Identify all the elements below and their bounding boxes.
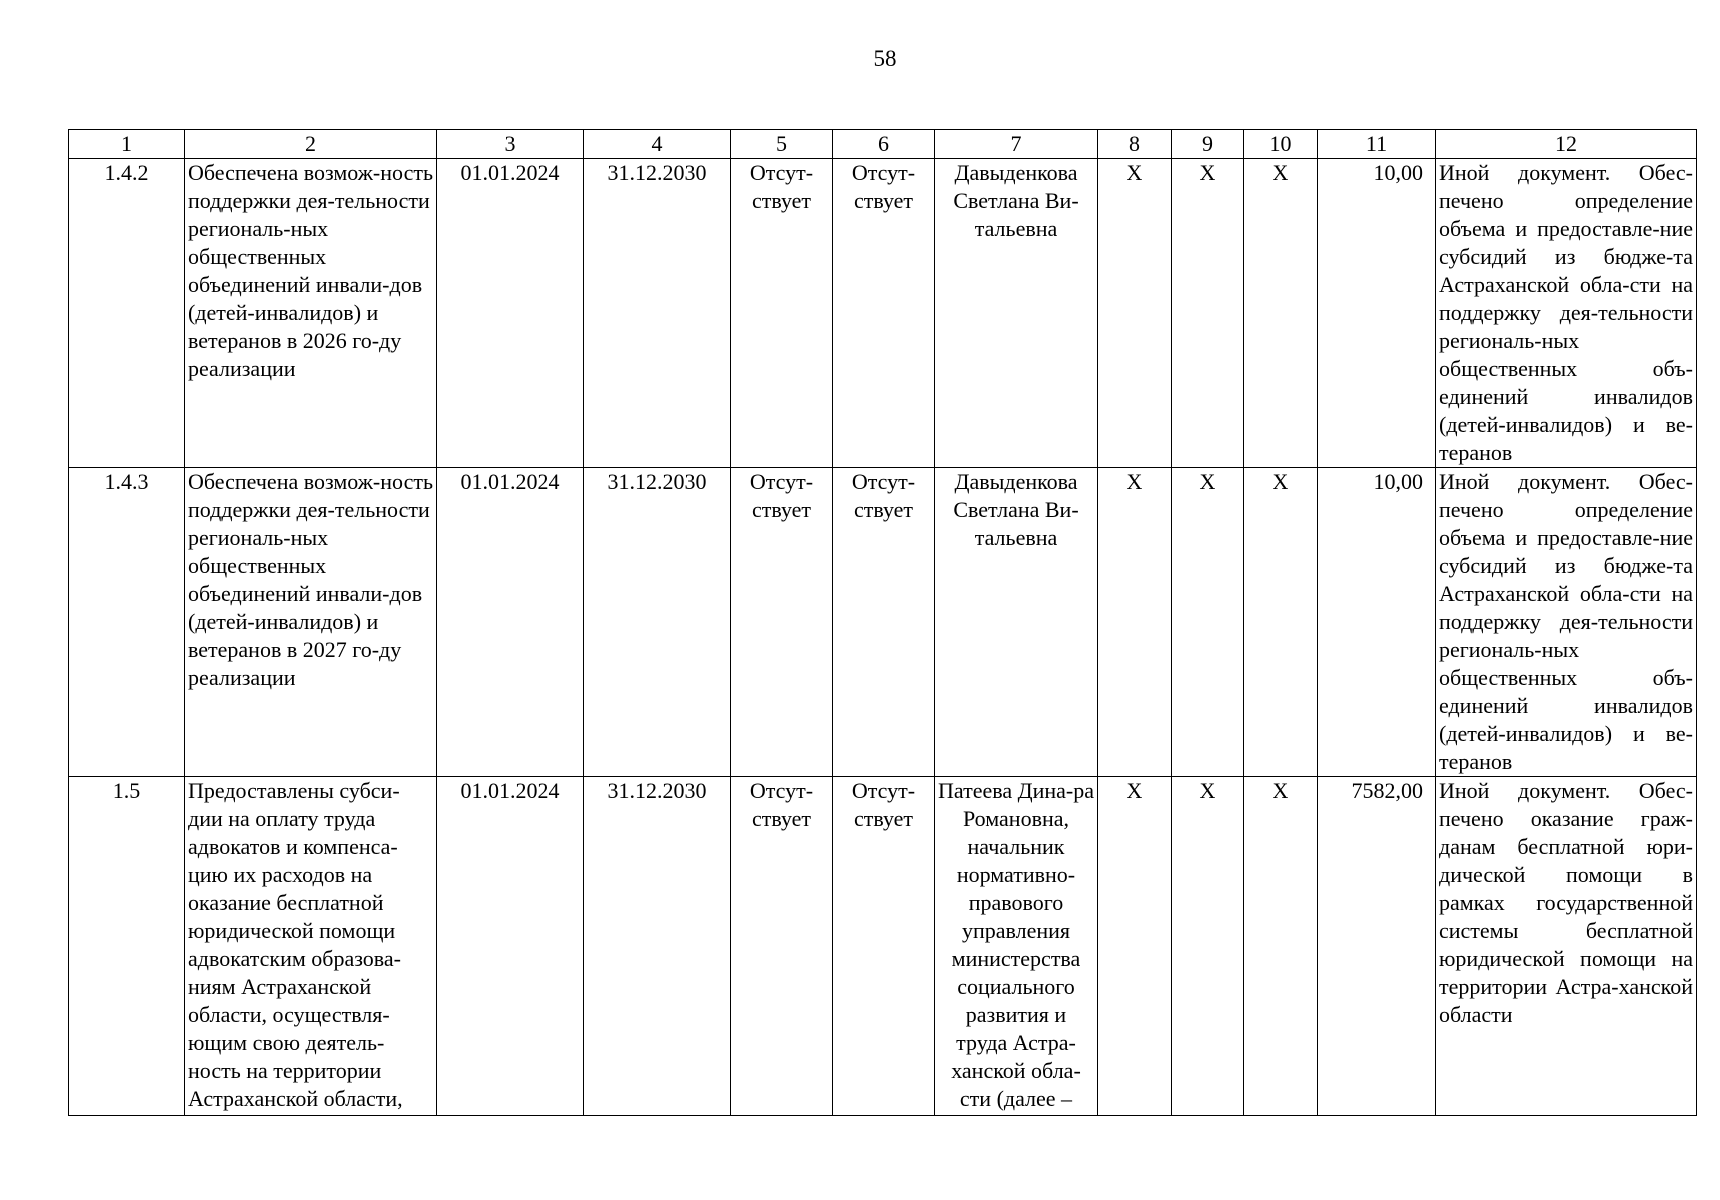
amount: 10,00	[1318, 159, 1436, 468]
column-9-value: X	[1172, 468, 1244, 777]
responsible-person: Давыденкова Светлана Ви-тальевна	[935, 159, 1098, 468]
column-header-9: 9	[1172, 130, 1244, 159]
column-8-value: X	[1098, 159, 1172, 468]
column-10-value: X	[1244, 468, 1318, 777]
row-number: 1.5	[69, 777, 185, 1116]
column-header-2: 2	[185, 130, 437, 159]
result-document: Иной документ. Обес-печено определение объема и предоставле-ние субсидий из бюдже-та Астраханской обла-сти на поддержку дея-тельности региональ-ных общественных объ-единений инвалидов (детей-инвалидов) и ве-теранов	[1436, 468, 1697, 777]
table-row	[69, 468, 1697, 777]
column-header-11: 11	[1318, 130, 1436, 159]
start-date: 01.01.2024	[437, 468, 584, 777]
column-9-value: X	[1172, 159, 1244, 468]
measure-description: Обеспечена возмож-ность поддержки дея-тельности региональ-ных общественных объединений инвали-дов (детей-инвалидов) и ветеранов в 2026 го-ду реализации	[185, 159, 437, 468]
column-header-1: 1	[69, 130, 185, 159]
column-header-5: 5	[731, 130, 833, 159]
column-10-value: X	[1244, 777, 1318, 1116]
table-row	[69, 159, 1697, 468]
column-header-10: 10	[1244, 130, 1318, 159]
column-5-value: Отсут-ствует	[731, 468, 833, 777]
end-date: 31.12.2030	[584, 159, 731, 468]
amount: 10,00	[1318, 468, 1436, 777]
table-row	[69, 777, 1697, 1116]
end-date: 31.12.2030	[584, 468, 731, 777]
measure-description: Предоставлены субси-дии на оплату труда адвокатов и компенса-цию их расходов на оказание бесплатной юридической помощи адвокатским образова-ниям Астраханской области, осуществля-ющим свою деятель-ность на территории Астраханской области,	[185, 777, 437, 1116]
header-row	[69, 130, 1697, 159]
page-number: 58	[873, 46, 897, 71]
result-document: Иной документ. Обес-печено определение объема и предоставле-ние субсидий из бюдже-та Астраханской обла-сти на поддержку дея-тельности региональ-ных общественных объ-единений инвалидов (детей-инвалидов) и ве-теранов	[1436, 159, 1697, 468]
column-8-value: X	[1098, 777, 1172, 1116]
start-date: 01.01.2024	[437, 159, 584, 468]
column-header-7: 7	[935, 130, 1098, 159]
row-number: 1.4.2	[69, 159, 185, 468]
amount: 7582,00	[1318, 777, 1436, 1116]
measures-table	[68, 129, 1697, 1116]
measure-description: Обеспечена возмож-ность поддержки дея-тельности региональ-ных общественных объединений инвали-дов (детей-инвалидов) и ветеранов в 2027 го-ду реализации	[185, 468, 437, 777]
column-5-value: Отсут-ствует	[731, 159, 833, 468]
column-6-value: Отсут-ствует	[833, 777, 935, 1116]
responsible-person: Давыденкова Светлана Ви-тальевна	[935, 468, 1098, 777]
column-6-value: Отсут-ствует	[833, 468, 935, 777]
responsible-person: Патеева Дина-ра Романовна, начальник нормативно-правового управления министерства социального развития и труда Астра-ханской обла-сти (далее –	[935, 777, 1098, 1116]
column-6-value: Отсут-ствует	[833, 159, 935, 468]
start-date: 01.01.2024	[437, 777, 584, 1116]
column-header-8: 8	[1098, 130, 1172, 159]
column-8-value: X	[1098, 468, 1172, 777]
column-header-6: 6	[833, 130, 935, 159]
column-header-3: 3	[437, 130, 584, 159]
end-date: 31.12.2030	[584, 777, 731, 1116]
column-9-value: X	[1172, 777, 1244, 1116]
column-header-4: 4	[584, 130, 731, 159]
column-header-12: 12	[1436, 130, 1697, 159]
column-5-value: Отсут-ствует	[731, 777, 833, 1116]
row-number: 1.4.3	[69, 468, 185, 777]
result-document: Иной документ. Обес-печено оказание граж-данам бесплатной юри-дической помощи в рамках государственной системы бесплатной юридической помощи на территории Астра-ханской области	[1436, 777, 1697, 1116]
column-10-value: X	[1244, 159, 1318, 468]
